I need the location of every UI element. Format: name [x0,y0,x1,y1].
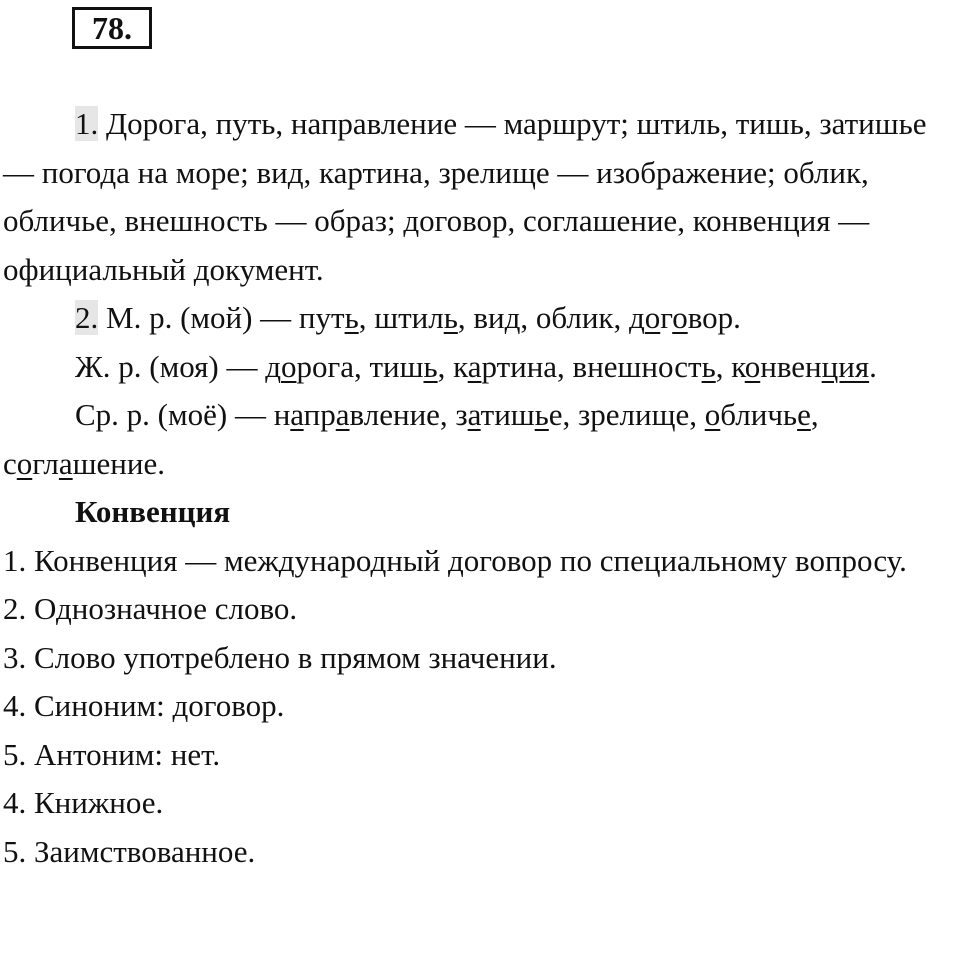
word-entry-item-5: 5. Антоним: нет. [3,736,221,772]
neuter-words: направление, затишье, зрелище, обличье, соглашение. [3,397,819,481]
word-entry-item-6: 4. Книжное. [3,785,164,820]
task-1-text: Дорога, путь, направление — маршрут; штиль, тишь, затишье — погода на море; вид, картина, зрелище — изображение; облик, обличье, внешность — образ; договор, соглашение, конвенция — официальный документ. [3,106,927,287]
word-entry-item-3: 3. Слово употреблено в прямом значении. [3,639,557,675]
word-entry-item-1: 1. Конвенция — международный договор по специальному вопросу. [3,542,907,578]
task-1-number: 1. [75,106,99,141]
word-entry-item-7: 5. Заимствованное. [3,833,256,869]
word-entry-heading: Конвенция [75,494,231,529]
word-entry-item-2: 2. Однозначное слово. [3,591,298,626]
word-entry-item-4: 4. Синоним: договор. [3,688,285,723]
feminine-words: дорога, тишь, картина, внешность, конвенция. [265,348,877,384]
task-1-paragraph [3,100,958,294]
task-2-number: 2. [75,300,99,335]
task-2-feminine-line [3,343,958,392]
feminine-prefix: Ж. р. (моя) — [75,348,266,384]
neuter-prefix: Ср. р. (моё) — [75,397,274,432]
task-2-masculine-line [3,294,958,343]
masculine-prefix: М. р. (мой) — [98,300,299,335]
masculine-words: путь, штиль, вид, облик, договор. [298,300,741,335]
exercise-number: 78. [72,7,152,49]
task-2-neuter-line [3,391,958,488]
exercise-content [3,100,958,876]
